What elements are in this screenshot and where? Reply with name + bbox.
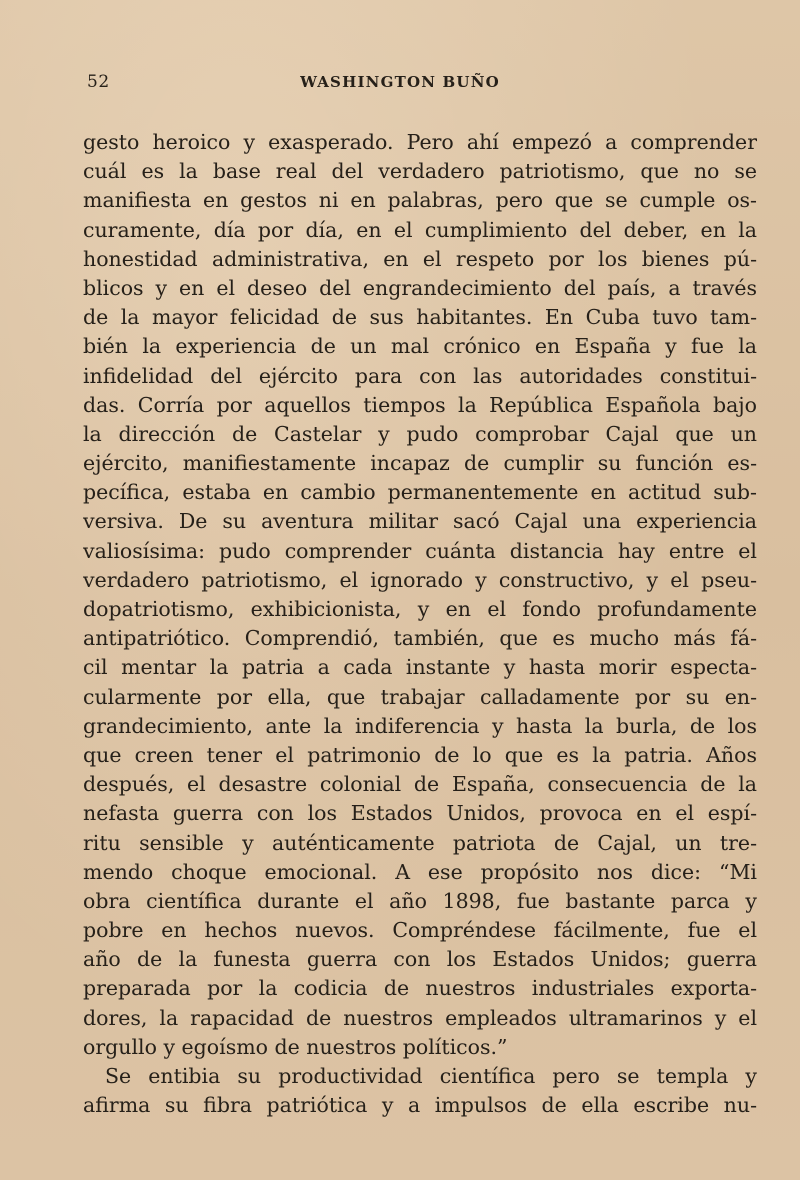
text-line: después, el desastre colonial de España, consecuencia de la	[83, 772, 757, 797]
text-line: gesto heroico y exasperado. Pero ahí empezó a comprender	[83, 130, 757, 154]
text-line: orgullo y egoísmo de nuestros políticos.”	[83, 1034, 508, 1059]
text-line: manifiesta en gestos ni en palabras, pero que se cumple os-	[83, 188, 757, 213]
text-line: cularmente por ella, que trabajar calladamente por su en-	[83, 684, 757, 709]
text-line: honestidad administrativa, en el respeto por los bienes pú-	[83, 246, 757, 271]
text-line: infidelidad del ejército para con las autoridades constitui-	[83, 363, 757, 388]
text-line: preparada por la codicia de nuestros industriales exporta-	[83, 976, 757, 1001]
text-line: obra científica durante el año 1898, fue bastante parca y	[83, 888, 757, 913]
text-line: cuál es la base real del verdadero patriotismo, que no se	[83, 159, 757, 184]
text-line: valiosísima: pudo comprender cuánta distancia hay entre el	[83, 538, 757, 563]
text-line: grandecimiento, ante la indiferencia y hasta la burla, de los	[83, 713, 757, 738]
text-line: año de la funesta guerra con los Estados Unidos; guerra	[83, 947, 757, 972]
text-line: ejército, manifiestamente incapaz de cumplir su función es-	[83, 451, 757, 476]
text-line: nefasta guerra con los Estados Unidos, provoca en el espí-	[83, 801, 757, 826]
text-line: pobre en hechos nuevos. Compréndese fácilmente, fue el	[83, 918, 757, 943]
text-line: la dirección de Castelar y pudo comprobar Cajal que un	[83, 421, 757, 446]
text-line: bién la experiencia de un mal crónico en España y fue la	[83, 334, 757, 359]
text-line: mendo choque emocional. A ese propósito nos dice: “Mi	[83, 859, 757, 884]
text-line: dopatriotismo, exhibicionista, y en el fondo profundamente	[83, 597, 757, 621]
text-line: dores, la rapacidad de nuestros empleados ultramarinos y el	[83, 1005, 757, 1030]
text-line: pecífica, estaba en cambio permanentemente en actitud sub-	[83, 480, 757, 505]
body-text	[83, 128, 757, 1120]
text-line: ritu sensible y auténticamente patriota de Cajal, un tre-	[83, 830, 757, 855]
text-line: verdadero patriotismo, el ignorado y constructivo, y el pseu-	[83, 567, 757, 592]
text-line: das. Corría por aquellos tiempos la República Española bajo	[83, 392, 757, 417]
text-line: afirma su fibra patriótica y a impulsos de ella escribe nu-	[83, 1093, 757, 1118]
running-header: WASHINGTON BUÑO	[300, 73, 500, 91]
text-line: Se entibia su productividad científica pero se templa y	[105, 1064, 757, 1088]
text-line: versiva. De su aventura militar sacó Cajal una experiencia	[83, 509, 757, 534]
text-line: de la mayor felicidad de sus habitantes. En Cuba tuvo tam-	[83, 305, 757, 330]
text-line: antipatriótico. Comprendió, también, que es mucho más fá-	[83, 626, 757, 651]
text-line: blicos y en el deseo del engrandecimiento del país, a través	[83, 275, 757, 300]
text-line: curamente, día por día, en el cumplimiento del deber, en la	[83, 217, 757, 242]
text-line: cil mentar la patria a cada instante y hasta morir especta-	[83, 655, 757, 680]
page-number: 52	[87, 72, 110, 92]
text-line: que creen tener el patrimonio de lo que es la patria. Años	[83, 742, 757, 767]
